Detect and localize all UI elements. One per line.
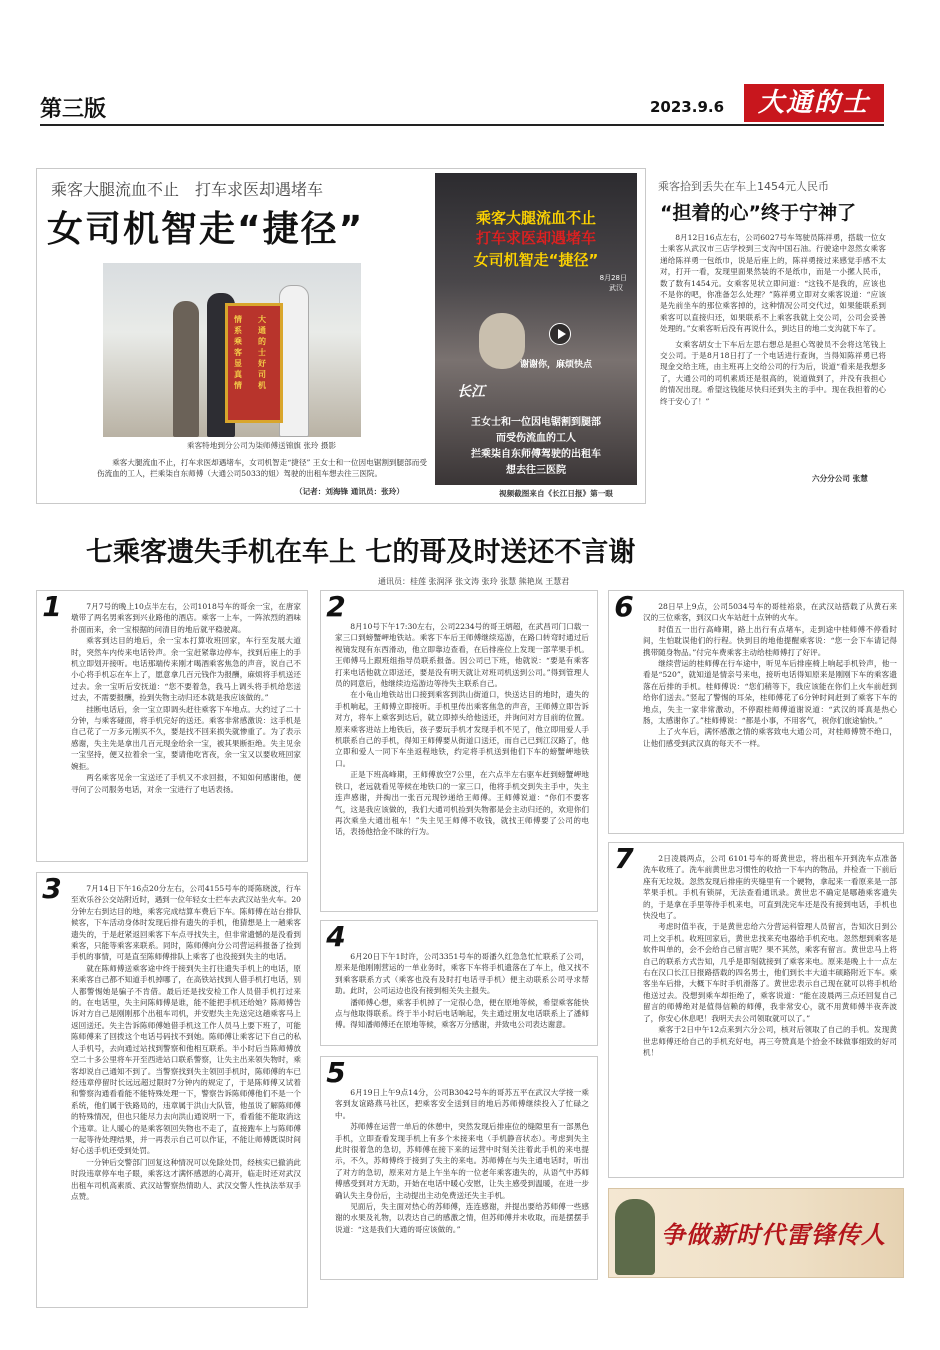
video-bottom-3: 拦乘柒自东师傅驾驶的出租车 xyxy=(471,449,601,460)
story-paragraph: 苏师傅在运营一单后的休憩中，突然发现后排座位的缝隙里有一部黑色手机，立即查看发现手机上有多个未接来电（手机静音状态）。考虑到失主此时很着急的急切，苏师傅在接下来的运营中时刻关注着此手机的来电提示，不久，苏师傅终于接到了失主的来电。苏师傅在与失主通电话时，听出了对方的急切，原来对方是上午坐车的一位老年乘客遗失的，从语气中苏师傅感受到对方无助，开始在电话中暖心安慰，让失主感受到温暖，在进一步确认失主身份后，主动提出主动免费送还失主手机。 xyxy=(335,1122,589,1200)
story-3 xyxy=(36,872,308,1308)
story-paragraph: 7月7号的晚上10点半左右，公司1018号车的哥余一宝，在唐家墩带了两名男乘客到兴业路他的酒店。乘客一上车，一阵浓烈的酒味扑面而来，余一宝根据的问清目的地后就平稳驶离。 xyxy=(71,602,301,634)
figure-silhouette xyxy=(615,1199,655,1275)
masthead-text: 大通的士 xyxy=(757,88,870,118)
page-label: 第三版 xyxy=(40,97,107,122)
video-title-3: 女司机智走“捷径” xyxy=(473,251,599,269)
article-taxi-injury xyxy=(36,168,646,504)
story-paragraph: 见面后，失主面对热心的苏师傅，连连感谢，并提出要给苏师傅一些感谢的水果及礼物，以表达自己的感激之情，但苏师傅并未收取，而是摆摆手说道：“这是我们大通的哥应该做的。” xyxy=(335,1202,589,1234)
video-title-1: 乘客大腿流血不止 xyxy=(475,209,596,227)
video-bottom-1: 王女士和一位因电锯割到腿部 xyxy=(471,417,601,428)
story-number: 5 xyxy=(326,1056,346,1089)
story-1 xyxy=(36,590,308,862)
story-paragraph: 时值五一出行高峰期，路上出行有点堵车，走到途中桂师傅不停看时间，生怕耽误他们的行程。快到目的地他提醒乘客说：“您一会下车请记得携带随身物品。”付完车费乘客主动给桂师傅打了好评。 xyxy=(643,624,897,657)
story-paragraph: 6月19日上午9点14分，公司B3042号车的哥苏五平在武汉大学接一乘客到友谊路燕马社区，把乘客安全送到目的地后苏师傅继续投入了忙碌之中。 xyxy=(335,1088,589,1120)
story-body xyxy=(643,601,897,829)
video-screenshot[interactable] xyxy=(435,173,637,485)
story-number: 2 xyxy=(326,590,346,623)
feature-headline: 七乘客遗失手机在车上 七的哥及时送还不言谢 xyxy=(86,537,636,568)
story-number: 3 xyxy=(42,872,62,905)
article2-byline: 六分分公司 张慧 xyxy=(812,474,868,483)
story-paragraph: 在小龟山地铁站出口接到乘客到洪山街道口，快送达目的地时，遗失的手机响起，王师傅立即接听。手机里传出乘客焦急的声音，王师傅立即告诉对方，将车上乘客到达后，就立即掉头给他送还，并询问对方目前的位置。原来乘客进站上地铁后，孩子要玩手机才发现手机不见了，他立即用爱人手机联系自己的手机，得知王师傅要从街道口送还，而自己已到江汉路了，他立即和爱人一同下车坐返程地铁，约定将手机送到他们下车的螃蟹岬地铁口。 xyxy=(335,690,589,768)
story-paragraph: 继续营运的桂师傅在行车途中，听见车后排座椅上响起手机铃声，他一看是“520”，就知道是情亲号来电，接听电话得知原来是刚刚下车的乘客遗落在后排的手机。桂师傅说：“您们稍等下，我应该能在你们上火车前赶到给你们送去。”竖起了警惕的耳朵，桂师傅花了6分钟时间赶到了乘客下车的地点，失主一家非常激动，不停跟桂师傅道谢说道：“武汉的哥真是热心肠，太感谢你了。”桂师傅说：“都是小事，不用客气，祝你们旅途愉快。” xyxy=(643,659,897,726)
video-brand: 长江 xyxy=(457,384,485,400)
slogan-text: 争做新时代雷锋传人 xyxy=(661,1220,886,1249)
story-number: 1 xyxy=(42,590,62,623)
story-paragraph: 乘客到达目的地后，余一宝本打算收班回家，车行至发展大道时，突然车内传来电话铃声。余一宝赶紧靠边停车，找到后座上的手机立即划开接听。电话那端传来刚才喝酒乘客焦急的声音，说自己不小心将手机忘在车上了，愿意拿几百元钱作为报酬，麻烦将手机送还过去。余一宝听后安抚道：“您不要着急，我马上调头将手机给您送过去，不需要报酬，捡到失物主动归还本就是我应该做的。” xyxy=(71,636,301,703)
story-paragraph: 乘客于2日中午12点来到六分公司，核对后领取了自己的手机。发现黄世忠师傅还给自己的手机充好电，再三夸赞真是个拾金不昧做事细致的好司机！ xyxy=(643,1025,897,1057)
story-paragraph: 6月20日下午1时许，公司3351号车的哥潘久红急急忙忙联系了公司，原来是他刚刚营运的一单业务时，乘客下车将手机遗落在了车上，他又找不到乘客联系方式（乘客也没有及时打电话寻手机）便主动联系公司寻求帮助。此时，公司运边也没有接到相关失主报失。 xyxy=(335,952,589,996)
story-body xyxy=(71,883,301,1303)
story-number: 6 xyxy=(614,590,634,623)
video-caption: 视频截图来自《长江日报》第一眼 xyxy=(499,489,613,498)
video-bottom-2: 而受伤流血的工人 xyxy=(496,433,576,444)
header-rule xyxy=(40,124,884,126)
person-figure xyxy=(279,285,309,437)
feature-reporters: 通讯员：桂莲 张润泽 张文涛 张玲 张慧 熊艳岚 王慧君 xyxy=(378,577,570,586)
article2-headline: “担着的心”终于宁神了 xyxy=(660,202,856,224)
story-number: 7 xyxy=(614,842,634,875)
story-6 xyxy=(608,590,904,834)
article1-byline: （记者：刘海锋 通讯员：张玲） xyxy=(295,487,404,496)
photo-caption: 乘客特地到分公司为柒师傅送锦旗 张玲 摄影 xyxy=(187,441,337,450)
slogan-banner xyxy=(608,1188,904,1278)
silk-banner xyxy=(225,303,283,423)
story-paragraph: 2日凌晨两点，公司 6101号车的哥黄世忠，将出租车开到洗车点准备洗车收班了。洗车前黄世忠习惯性的收拾一下车内的物品，并检查一下前后座有无垃圾。忽然发现后排座的夹缝里有一个硬物，拿起来一看原来是一部苹果手机。手机有锁屏，无法查看通讯录。黄世忠不确定是哪趟乘客遗失的，于是拿在手里等待手机来电，可直到洗完车还是没有接到电话，手机也快没电了。 xyxy=(643,854,897,921)
article2-paragraph: 8月12日16点左右，公司6027号车驾驶员陈祥勇，搭载一位女士乘客从武汉市三店学校到三支沟中国石油。行驶途中忽然女乘客递给陈祥勇一包纸巾，说是后座上的，陈祥勇接过来感觉手感不太对，打开一看，发现里面果然装的不是纸巾，而是一小摞人民币，数了数有1454元。女乘客见状立即问道：“这钱不是我的，应该也不是你的吧，你准备怎么处理？”陈祥勇立即对女乘客说道：“应该是先前坐车的那位乘客掉的，这种情况公司交代过，如果能联系到乘客可以直接归还，如果联系不上乘客我就上交公司，公司会妥善处理的。”女乘客听后没有再说什么，到达目的地二支沟就下车了。 xyxy=(660,233,886,334)
story-paragraph: 考虑时值半夜，于是黄世忠给六分营运科管理人员留言，告知次日到公司上交手机。收班回家后，黄世忠找来充电器给手机充电。忽然想到乘客是软件叫单的，会不会给自己留言呢？果不其然，乘客有留言。黄世忠马上将自己的联系方式告知，几乎是即刻就接到了乘客来电。原来是晚上十一点左右在汉口长江日报路搭载的四名男士，他们到长丰大道丰硕路附近下车。乘客坐车后排，大概下车时手机滑落了。黄世忠表示自己现在就可以将手机给他送过去。没想到乘车却拒绝了，乘客说道：“能在凌晨两三点还回复自己留言的师傅绝对是值得信赖的师傅，我非常安心，就不用黄师傅半夜奔波了，你安心休息吧！我明天去公司领取就可以了。” xyxy=(643,922,897,1023)
article1-kicker: 乘客大腿流血不止 打车求医却遇堵车 xyxy=(51,180,324,199)
story-4 xyxy=(320,920,598,1046)
video-date-tag: 8月28日 xyxy=(599,274,627,282)
article1-body xyxy=(97,457,427,491)
story-body xyxy=(643,853,897,1173)
article2-paragraph: 女乘客胡女士下车后左思右想总是担心驾驶员不会将这笔钱上交公司。于是8月18日打了一个电话进行查询，当得知陈祥勇已将现金交给主班，由主班再上交给公司的行为后，说道“看来是我想多了，大通公司的司机素质还是很高的，说道做到了，并没有我担心的情况出现。希望这钱能尽快归还到失主的手中。现在我担着的心终于安心了！” xyxy=(660,339,886,406)
article2-body xyxy=(660,232,886,502)
article1-paragraph: 乘客大腿流血不止，打车求医却遇堵车，女司机智走“捷径” 王女士和一位因电锯割到腿部而受伤流血的工人，拦乘柒自东师傅（大通公司5033的姐）驾驶的出租车想去往三医院。 xyxy=(97,458,427,479)
story-paragraph: 7月14日下午16点20分左右，公司4155号车的哥陈晓波，行车至欢乐谷公交站附近时，遇到一位年轻女士拦车去武汉站坐火车。20分钟左右到达目的地，乘客完成结算车费后下车。陈师傅在站台排队候客，下车活动身体时发现后排有遗失的手机，他猜想是上一趟乘客遗失的，于是赶紧返回乘客下车点寻找失主，但非常遗憾的是没看到乘客，只能等乘客来联系。同时，陈师傅向分公司营运科报备了捡到手机的事情，可是直至陈师傅排队上乘客了也没接到失主的电话。 xyxy=(71,884,301,962)
story-body xyxy=(335,951,589,1043)
story-paragraph: 正是下班高峰期，王师傅放空7公里，在六点半左右驱车赶到螃蟹岬地铁口，老远就看见等候在地铁口的一家三口，他将手机交到失主手中，失主连声感谢，并掏出一张百元现钞递给王师傅。王师傅说道：“你们不要客气，这是我应该做的，我们大通司机捡到失物都是会主动归还的，欢迎你们再次乘坐大通出租车！”失主见王师傅不收钱，就找王师傅要了公司的电话，表扬他拾金不昧的行为。 xyxy=(335,770,589,837)
story-paragraph: 一分钟后交警部门回复这种情况可以免除处罚，经核实已撤消此时段违章停车电子眼，乘客这才满怀感恩的心离开，临走时还对武汉出租车司机高素质、武汉站警察热情助人、武汉交警人性执法举双手点赞。 xyxy=(71,1157,301,1201)
issue-date: 2023.9.6 xyxy=(650,98,725,116)
story-body xyxy=(335,1087,589,1277)
video-title-2: 打车求医却遇堵车 xyxy=(475,229,596,247)
story-paragraph: 两名乘客见余一宝送还了手机又不求回报，不知如何感谢他，便寻问了公司服务电话，对余一宝进行了电话表扬。 xyxy=(71,773,301,794)
story-paragraph: 8月10号下午17:30左右，公司2234号的哥王炳超，在武昌司门口载一家三口到螃蟹岬地铁站。乘客下车后王师傅继续巡游，在路口转弯时通过后视镜发现有东西滑动，他立即靠边查看，在后排座位上发现一部苹果手机。王师傅马上跟班组指导员联系报备。因公司已下班，他就说：“要是有乘客打来电话他就立即送还，要是没有明天就让对班司机送到公司。”得到管理人员的同意后，他继续边巡游边等待失主联系自己。 xyxy=(335,622,589,689)
story-paragraph: 潘师傅心想，乘客手机掉了一定很心急，便在原地等候，希望乘客能快点与他取得联系。终于半小时后电话响起，失主通过朋友电话联系上了潘师傅。得知潘师傅还在原地等候，乘客万分感谢，并致电公司表达谢意。 xyxy=(335,997,589,1030)
play-icon[interactable] xyxy=(549,323,571,345)
story-5 xyxy=(320,1056,598,1280)
story-paragraph: 上了火车后，满怀感激之情的乘客致电大通公司，对桂师傅赞不绝口，让他们感受到武汉真的每天不一样。 xyxy=(643,727,897,748)
article2-kicker: 乘客拾到丢失在车上1454元人民币 xyxy=(658,180,829,193)
person-figure xyxy=(173,301,199,437)
award-photo xyxy=(103,263,361,437)
story-paragraph: 挂断电话后，余一宝立即调头赶往乘客下车地点。大约过了二十分钟，与乘客碰面，将手机完好的送还。乘客非常感激说：这手机是自己花了一万多元刚买不久，要是找不回来损失就惨重了。为了表示感谢，失主先是拿出几百元现金给余一宝，被其果断拒绝。失主见余一宝坚持，便又拉着余一宝，要请他吃宵夜，余一宝又以要收班回家婉拒。 xyxy=(71,704,301,771)
story-number: 4 xyxy=(326,920,346,953)
banner-text: 大通的士好司机 xyxy=(258,314,266,390)
video-place-tag: 武汉 xyxy=(609,284,623,292)
banner-text: 情系乘客显真情 xyxy=(234,314,242,390)
story-2 xyxy=(320,590,598,912)
story-body xyxy=(71,601,301,857)
story-paragraph: 就在陈师傅送乘客途中终于接到失主打往遗失手机上的电话，原来乘客自己都不知道手机掉哪了，在高铁站找到人借手机打电话，别人都警惕她是骗子不肯借。最后还是找安检工作人员借手机打过来的。在电话里，失主问陈师傅是谁，能不能把手机还给她？陈师傅告诉对方自己是刚刚那个出租车司机，并安慰失主先送完这趟乘客马上返回送还。失主告诉陈师傅她借手机这工作人员马上要下班了，可能陈师傅来了回拨这个电话号码找不到她。陈师傅让乘客记下自己的私人手机号，去向通过站找到警察和他相互联系。半小时后当陈师傅放空二十多公里将车开至西进站口联系警察，让失主出来领失物时，乘客却说自己通知不到了。当警察找到失主领回手机时，陈师傅的车已经违章停留时长远远超过限时7分钟内的规定了，于是陈师傅又试着和警察沟通看看能不能特殊处理一下，警察告诉陈师傅他们不是一个系统，他们属于铁路局的，违章属于洪山大队管，他虽说了解陈师傅的特殊情况，但也只能尽力去向洪山通说明一下，看看能不能取消这个违章。让人暖心的是乘客领回失物也不走了，直接跑车上与陈师傅一起等待处理结果，并一再表示自己可以作证，不能让师傅既误时间好心送手机还受到处罚。 xyxy=(71,963,301,1156)
story-7 xyxy=(608,842,904,1178)
article1-headline: 女司机智走“捷径” xyxy=(47,209,365,250)
story-body xyxy=(335,621,589,909)
video-bottom-4: 想去往三医院 xyxy=(506,465,566,476)
masthead-logo xyxy=(744,84,884,122)
story-paragraph: 28日早上9点，公司5034号车的哥桂裕泉，在武汉站搭载了从黄石来汉的三位乘客，到汉口火车站赶十点钟的火车。 xyxy=(643,602,897,623)
video-subtitle: 谢谢你，麻烦快点 xyxy=(519,360,592,370)
